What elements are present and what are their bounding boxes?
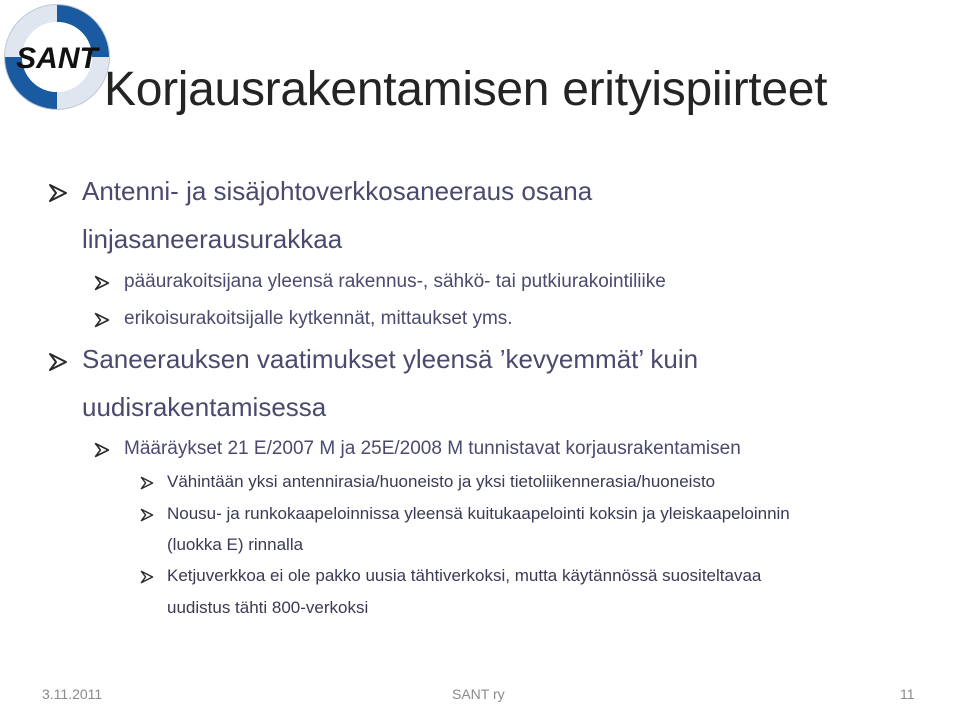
bullet-text: (luokka E) rinnalla bbox=[167, 535, 304, 554]
bullet-text: Antenni- ja sisäjohtoverkkosaneeraus osana bbox=[82, 176, 593, 206]
arrowhead-icon bbox=[94, 312, 110, 328]
bullet-text: erikoisurakoitsijalle kytkennät, mittaukset yms. bbox=[124, 308, 513, 329]
bullet-text: Määräykset 21 E/2007 M ja 25E/2008 M tunnistavat korjausrakentamisen bbox=[124, 438, 741, 459]
arrowhead-icon bbox=[94, 442, 110, 458]
bullet-text: Ketjuverkkoa ei ole pakko uusia tähtiverkoksi, mutta käytännössä suositeltavaa bbox=[167, 566, 762, 585]
arrowhead-icon bbox=[140, 476, 154, 490]
page-number: 11 bbox=[900, 686, 915, 702]
bullet-text: Saneerauksen vaatimukset yleensä ’kevyemmät’ kuin bbox=[82, 344, 699, 374]
bullet-text: Nousu- ja runkokaapeloinnissa yleensä kuitukaapelointi koksin ja yleiskaapeloinnin bbox=[167, 504, 790, 523]
slide-title: Korjausrakentamisen erityispiirteet bbox=[104, 63, 828, 116]
footer-center: SANT ry bbox=[452, 686, 505, 702]
arrowhead-icon bbox=[140, 570, 154, 584]
bullet-text: uudisrakentamisessa bbox=[82, 392, 327, 422]
logo-text: SANT bbox=[16, 42, 98, 75]
sant-logo bbox=[2, 2, 112, 112]
bullet-text: linjasaneerausurakkaa bbox=[82, 224, 343, 254]
bullet-text: pääurakoitsijana yleensä rakennus-, sähkö- tai putkiurakointiliike bbox=[124, 271, 666, 292]
arrowhead-icon bbox=[48, 183, 68, 203]
footer-date: 3.11.2011 bbox=[42, 686, 103, 702]
arrowhead-icon bbox=[140, 508, 154, 522]
bullet-text: Vähintään yksi antennirasia/huoneisto ja yksi tietoliikennerasia/huoneisto bbox=[167, 472, 716, 491]
arrowhead-icon bbox=[48, 352, 68, 372]
bullet-text: uudistus tähti 800-verkoksi bbox=[167, 598, 369, 617]
arrowhead-icon bbox=[94, 275, 110, 291]
